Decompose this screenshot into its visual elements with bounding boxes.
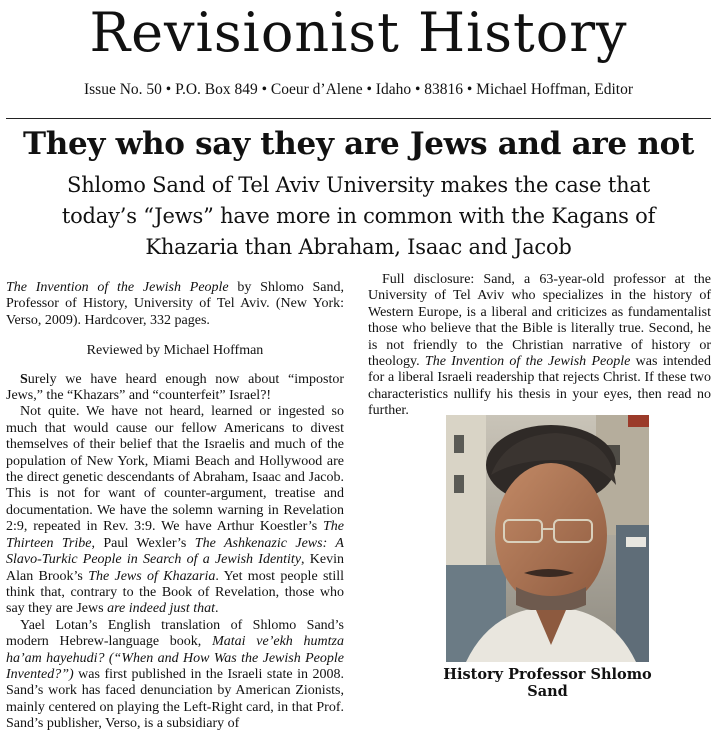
book-citation bbox=[6, 280, 344, 329]
article-headline: They who say they are Jews and are not bbox=[23, 126, 694, 162]
paragraph-1: Surely we have heard enough now about “impostor Jews,” the “Khazars” and “counterfeit” Israel?! bbox=[6, 371, 344, 404]
reviewer-credit: Reviewed by Michael Hoffman bbox=[86, 343, 264, 359]
citation-jews-of-khazaria: The Jews of Khazaria bbox=[88, 568, 216, 584]
paragraph-2: Not quite. We have not heard, learned or ingested so much that would cause our fellow Americans to divest themselves of their belief that the Israelis and much of the population of New York, Miami Beach and Hollywood are the direct genetic descendants of Abraham, Isaac and Jacob. This is not for want of counter-argument, treatise and documentation. We have the solemn warning in Revelation 2:9, repeated in Rev. 3:9. We have Arthur Koestler’s The Thirteen Tribe, Paul Wexler’s The Ashkenazic Jews: A Slavo-Turkic People in Search of a Jewish Identity, Kevin Alan Brook’s The Jews of Khazaria. Yet most people still think that, contrary to the Book of Revelation, those who say they are Jews are indeed just that. bbox=[6, 404, 344, 617]
article-subhead: Shlomo Sand of Tel Aviv University makes the case that today’s “Jews” have more in common with the Kagans of Khazaria than Abraham, Isaac and Jacob bbox=[61, 173, 656, 259]
right-column bbox=[368, 272, 711, 420]
book-title: The Invention of the Jewish People bbox=[6, 280, 229, 295]
paragraph-3: Yael Lotan’s English translation of Shlomo Sand’s modern Hebrew-language book, Matai ve’ekh humtza ha’am hayehudi? (“When and How Was the Jewish People Invented?”) was first published in the Israeli state in 2008. Sand’s work has faced denunciation by American Zionists, mainly centered on playing the Left-Right card, in that Prof. Sand’s publisher, Verso, is a subsidiary of bbox=[6, 617, 344, 732]
citation-thirteen-tribe: The Thirteen Tribe bbox=[6, 519, 344, 551]
masthead-divider bbox=[6, 118, 711, 119]
left-column bbox=[6, 280, 344, 733]
issue-line: Issue No. 50 • P.O. Box 849 • Coeur d’Alene • Idaho • 83816 • Michael Hoffman, Editor bbox=[83, 81, 634, 98]
photo-caption: History Professor Shlomo Sand bbox=[443, 666, 652, 700]
book-title-italic: The Invention of the Jewish People bbox=[424, 354, 631, 370]
portrait-illustration bbox=[446, 415, 649, 662]
citation-matai: Matai ve’ekh humtza ha’am hayehudi? (“When and How Was the Jewish People Invented?”) bbox=[6, 634, 344, 682]
drop-cap: S bbox=[20, 371, 28, 387]
disclosure-paragraph: Full disclosure: Sand, a 63-year-old professor at the University of Tel Aviv who specializes in the history of Western Europe, is a liberal and criticizes as fundamentalist those who believe that the Bible is literally true. Second, he is not friendly to the Christian narrative of history or theology. The Invention of the Jewish People was intended for a liberal Israeli readership that rejects Christ. If these two characteristics nullify his thesis in your eyes, then read no further. bbox=[368, 272, 711, 419]
citation-ashkenazic-jews: The Ashkenazic Jews: A Slavo-Turkic People in Search of a Jewish Identity bbox=[6, 535, 344, 568]
book-info: by Shlomo Sand, Professor of History, University of Tel Aviv. (New York: Verso, 2009). Hardcover, 332 pages. bbox=[6, 280, 344, 328]
masthead-title: Revisionist History bbox=[89, 1, 628, 64]
author-photo bbox=[446, 415, 649, 662]
